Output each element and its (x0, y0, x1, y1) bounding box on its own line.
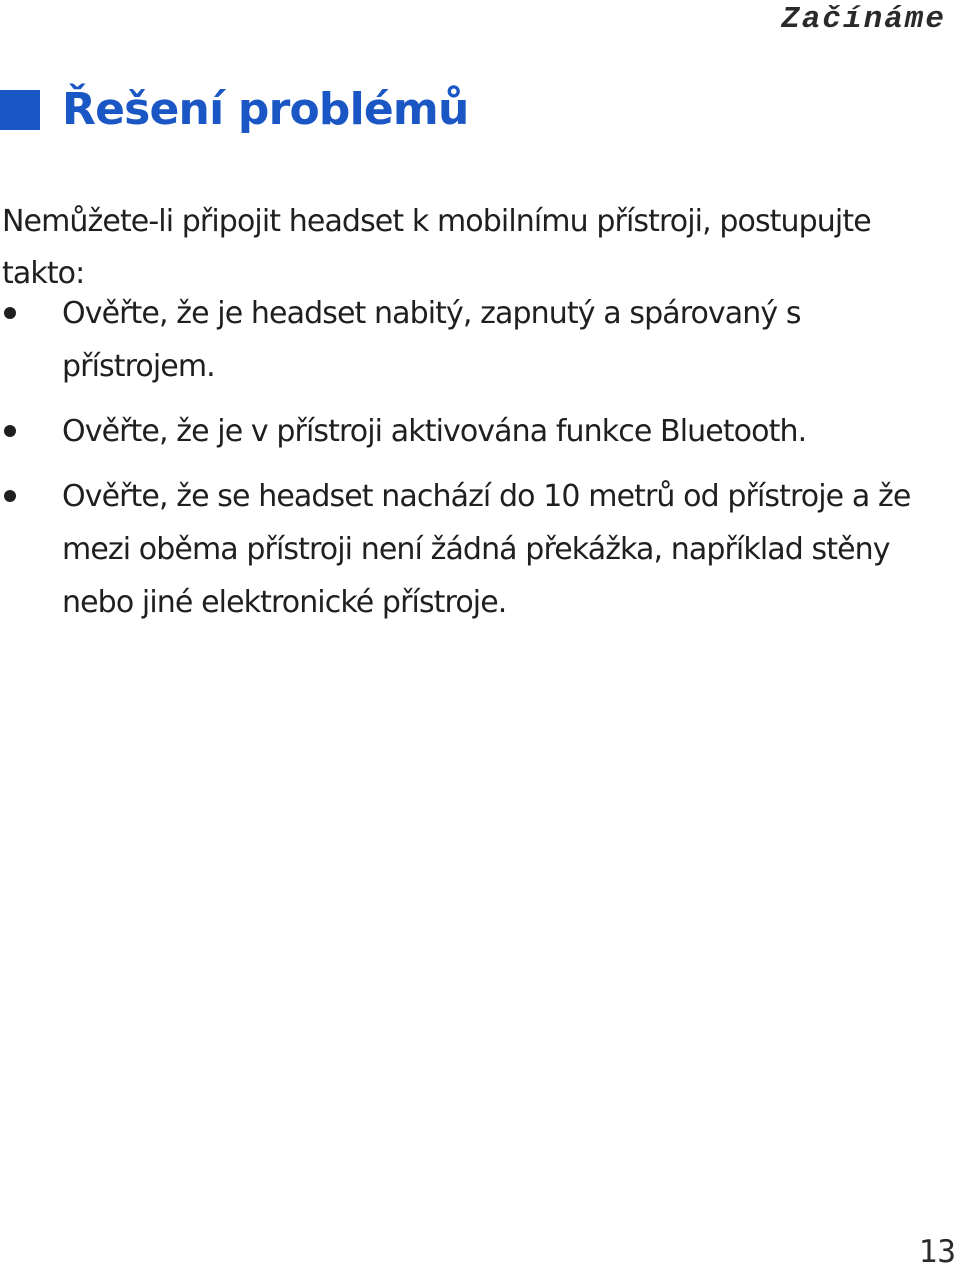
list-item-text: Ověřte, že se headset nachází do 10 metrů od přístroje a že mezi oběma přístroji není žádná překážka, například stěny nebo jiné elektronické přístroje. (62, 479, 911, 620)
list-item-text: Ověřte, že je headset nabitý, zapnutý a spárovaný s přístrojem. (62, 296, 801, 384)
bullet-icon (4, 490, 16, 502)
intro-paragraph: Nemůžete-li připojit headset k mobilnímu přístroji, postupujte takto: (2, 204, 871, 291)
section-title: Řešení problémů (62, 84, 469, 135)
list-item (0, 405, 950, 458)
list-item (0, 470, 950, 629)
heading-square-marker-icon (0, 90, 40, 130)
bullet-icon (4, 307, 16, 319)
running-header: Začínáme (781, 2, 946, 37)
troubleshooting-list (0, 287, 950, 641)
page-number: 13 (918, 1234, 956, 1270)
bullet-icon (4, 425, 16, 437)
list-item-text: Ověřte, že je v přístroji aktivována funkce Bluetooth. (62, 414, 807, 449)
section-heading (0, 78, 469, 142)
list-item (0, 287, 950, 393)
